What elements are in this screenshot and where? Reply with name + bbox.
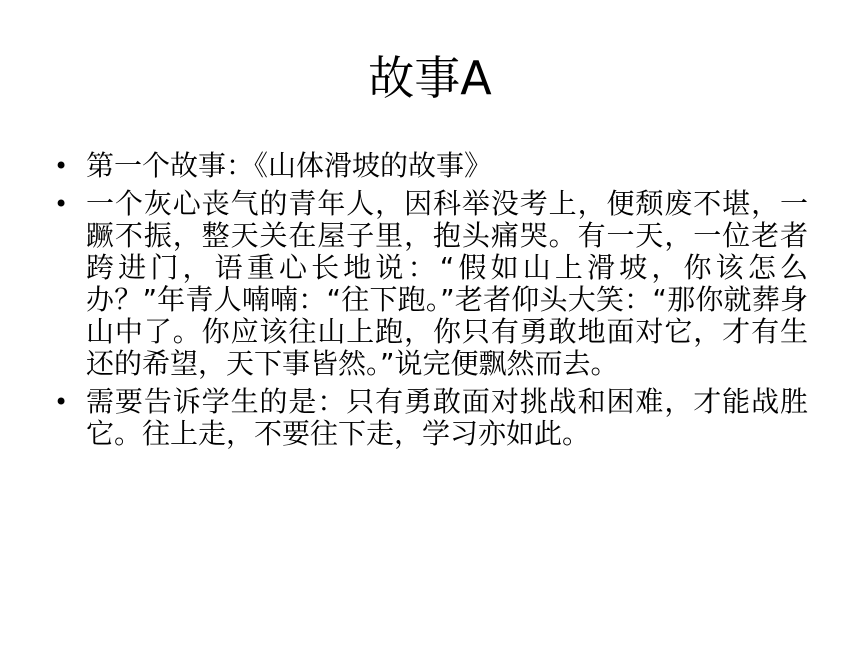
- bullet-dot-icon: •: [54, 388, 69, 416]
- bullet-dot-icon: •: [54, 152, 69, 180]
- bullet-dot-icon: •: [54, 190, 69, 218]
- bullet-item-3: [48, 386, 808, 450]
- bullet-text-1: 第一个故事：《山体滑坡的故事》: [86, 149, 493, 182]
- bullet-list: [48, 150, 808, 456]
- bullet-text-3: 需要告诉学生的是：只有勇敢面对挑战和困难，才能战胜它。往上走，不要往下走，学习亦如此。: [86, 385, 808, 450]
- bullet-item-2: [48, 188, 808, 380]
- bullet-item-1: [48, 150, 808, 182]
- bullet-text-2: 一个灰心丧气的青年人，因科举没考上，便颓废不堪，一蹶不振，整天关在屋子里，抱头痛哭。有一天，一位老者跨进门，语重心长地说：“假如山上滑坡，你该怎么办？”年青人喃喃：“往下跑。”老者仰头大笑：“那你就葬身山中了。你应该往山上跑，你只有勇敢地面对它，才有生还的希望，天下事皆然。”说完便飘然而去。: [86, 187, 808, 380]
- slide-title: 故事A: [368, 51, 492, 105]
